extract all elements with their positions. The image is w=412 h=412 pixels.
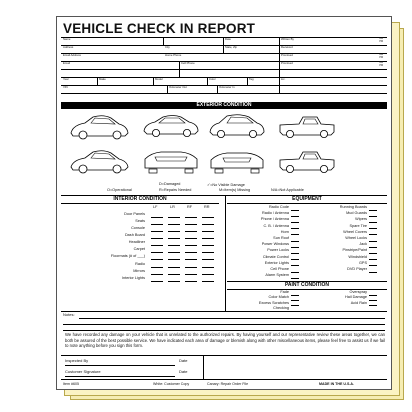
interior-check-line[interactable] <box>202 259 214 260</box>
interior-check-line[interactable] <box>151 224 163 225</box>
interior-check-line[interactable] <box>168 231 180 232</box>
notes-line-1[interactable] <box>79 318 385 319</box>
equipment-item-label: Alarm System <box>265 273 289 278</box>
car-bottom-center-diagram[interactable] <box>141 147 201 177</box>
interior-check-line[interactable] <box>185 231 197 232</box>
interior-check-line[interactable] <box>151 259 163 260</box>
home-phone-field[interactable]: Home Phone <box>165 53 182 57</box>
equipment-check-line[interactable] <box>291 210 299 211</box>
customer-signature-line[interactable] <box>65 376 175 377</box>
interior-item-label: Radio <box>135 262 145 266</box>
signature-top-rule <box>61 355 387 356</box>
equipment-item-label: Power Locks <box>267 248 289 253</box>
interior-check-line[interactable] <box>185 252 197 253</box>
equipment-item-label: GPS <box>358 260 367 265</box>
interior-check-line[interactable] <box>168 281 180 282</box>
model-field[interactable]: Model <box>155 77 163 81</box>
equipment-check-line[interactable] <box>291 234 299 235</box>
paint-condition-heading: PAINT CONDITION <box>227 281 387 290</box>
cell-phone-field[interactable]: Cell Phone <box>181 61 195 65</box>
interior-check-line[interactable] <box>168 252 180 253</box>
interior-check-line[interactable] <box>185 274 197 275</box>
interior-item-label: Carpet <box>133 247 145 251</box>
received-field[interactable]: Received <box>281 45 293 49</box>
legend-not-applicable: N/A=Not Applicable <box>271 188 304 192</box>
legend-items-missing: M=Item(s) Missing <box>219 188 251 192</box>
license-field[interactable]: Lic. <box>281 77 286 81</box>
state-zip-field[interactable]: State, Zip <box>225 45 237 49</box>
paint-check-line[interactable] <box>291 300 299 301</box>
paint-item-label: Hail Damage <box>345 295 367 300</box>
item-number: Item #605 <box>63 382 79 386</box>
equipment-item-label: Wheel Locks <box>345 236 367 240</box>
paint-item-label: Acid Rain <box>350 300 367 305</box>
equipment-item-label: Pinstripe/Paint <box>342 248 367 253</box>
equipment-check-line[interactable] <box>291 259 299 260</box>
interior-check-line[interactable] <box>185 259 197 260</box>
equipment-item-label: Spare Tire <box>349 223 367 228</box>
interior-check-line[interactable] <box>202 245 214 246</box>
car-top-right-diagram[interactable] <box>207 113 267 141</box>
interior-check-line[interactable] <box>202 252 214 253</box>
title-rule <box>61 37 387 38</box>
interior-check-line[interactable] <box>151 231 163 232</box>
equipment-check-line[interactable] <box>369 247 377 248</box>
interior-condition-heading: INTERIOR CONDITION <box>61 195 219 204</box>
equipment-item-label: Radio / Antenna <box>261 211 289 216</box>
car-top-center-diagram[interactable] <box>141 113 201 141</box>
equipment-heading: EQUIPMENT <box>227 195 387 204</box>
odometer-out-field[interactable]: Odometer Out <box>169 85 187 89</box>
interior-check-line[interactable] <box>151 267 163 268</box>
equipment-item-label: Horn <box>280 229 289 234</box>
paint-check-line[interactable] <box>291 295 299 296</box>
col-lr: LR <box>170 205 175 209</box>
interior-check-line[interactable] <box>202 274 214 275</box>
interior-check-line[interactable] <box>151 252 163 253</box>
interior-item-label: Floormats (# of ___) <box>110 254 145 258</box>
inspected-by-line[interactable] <box>65 365 175 366</box>
interior-check-line[interactable] <box>185 238 197 239</box>
interior-check-line[interactable] <box>168 259 180 260</box>
interior-check-line[interactable] <box>185 224 197 225</box>
white-copy-label: White: Customer Copy <box>153 382 190 386</box>
notes-line-3[interactable] <box>63 330 385 331</box>
interior-item-label: Console <box>131 226 145 230</box>
notes-label: Notes: <box>63 312 75 317</box>
canary-copy-label: Canary: Repair Order File <box>207 382 249 386</box>
interior-check-line[interactable] <box>168 217 180 218</box>
interior-item-label: Mirrors <box>133 269 145 273</box>
equipment-check-line[interactable] <box>291 241 299 242</box>
year-field[interactable]: Year <box>63 77 69 81</box>
interior-check-line[interactable] <box>202 238 214 239</box>
ampm-2: AM PM <box>379 53 383 59</box>
legend-operational: O=Operational <box>107 188 132 192</box>
paint-item-label: Color Match <box>268 295 289 300</box>
equipment-check-line[interactable] <box>369 272 377 273</box>
interior-check-line[interactable] <box>185 281 197 282</box>
paint-item-label: Checking <box>273 306 289 311</box>
interior-check-line[interactable] <box>168 245 180 246</box>
ampm-3: AM PM <box>379 61 383 67</box>
legend-repairs-needed: R=Repairs Needed <box>159 188 192 192</box>
equipment-item-label: Windshield <box>348 254 367 259</box>
column-divider <box>225 195 226 311</box>
equipment-item-label: Jack <box>359 242 367 247</box>
interior-check-line[interactable] <box>151 245 163 246</box>
col-rf: RF <box>187 205 193 209</box>
report-form-sheet <box>56 16 392 390</box>
equipment-item-label: DVD Player <box>347 267 367 271</box>
truck-bottom-diagram[interactable] <box>277 147 337 177</box>
date-label-2: Date <box>179 369 188 374</box>
paint-check-line[interactable] <box>369 295 377 296</box>
equipment-item-label: Mud Guards <box>346 211 367 216</box>
equipment-item-label: Climate Control <box>262 254 289 259</box>
car-bottom-left-diagram[interactable] <box>67 147 131 177</box>
interior-check-line[interactable] <box>168 274 180 275</box>
paint-check-line[interactable] <box>369 305 377 306</box>
footer-rule <box>61 379 387 380</box>
equipment-check-line[interactable] <box>369 265 377 266</box>
paint-check-line[interactable] <box>291 305 299 306</box>
city-field[interactable]: City <box>165 45 170 49</box>
equipment-check-line[interactable] <box>369 241 377 242</box>
equipment-check-line[interactable] <box>291 228 299 229</box>
equipment-item-label: Cell Phone <box>270 267 289 271</box>
interior-check-line[interactable] <box>202 267 214 268</box>
date-label-1: Date <box>179 358 188 363</box>
notes-line-2[interactable] <box>63 324 385 325</box>
equipment-check-line[interactable] <box>369 222 377 223</box>
equipment-check-line[interactable] <box>369 216 377 217</box>
interior-check-line[interactable] <box>151 217 163 218</box>
equipment-check-line[interactable] <box>369 234 377 235</box>
odometer-in-field[interactable]: Odometer In <box>219 85 235 89</box>
written-by-field[interactable]: Written By <box>281 37 294 41</box>
car-bottom-right-diagram[interactable] <box>207 147 267 177</box>
col-rr: RR <box>204 205 210 209</box>
disclaimer-text: We have recorded any damage on your vehicle that is unrelated to the authorized repairs. By having yourself and our representative review these areas together, we can both be assured of the best possible service. We have indicated each area of damage or blemish along with other miscellaneous items, please feel free to assist us if we fail to note anything before you sign this form. <box>65 332 385 349</box>
interior-check-line[interactable] <box>185 267 197 268</box>
equipment-check-line[interactable] <box>291 272 299 273</box>
interior-item-label: Dash Board <box>124 233 145 237</box>
equipment-check-line[interactable] <box>291 265 299 266</box>
equipment-check-line[interactable] <box>291 278 299 279</box>
interior-item-label: Door Panels <box>124 212 145 216</box>
tag-field[interactable]: Tag <box>249 77 254 81</box>
equipment-check-line[interactable] <box>291 222 299 223</box>
equipment-item-label: Wipers <box>355 217 367 222</box>
equipment-item-label: Sun Roof <box>273 236 289 240</box>
interior-item-label: Headliner <box>128 240 145 244</box>
interior-check-line[interactable] <box>202 281 214 282</box>
made-in-usa: MADE IN THE U.S.A. <box>319 382 354 386</box>
equipment-item-label: C. B. / Antenna <box>263 223 289 228</box>
equipment-check-line[interactable] <box>369 259 377 260</box>
equipment-item-label: Power Windows <box>261 242 289 247</box>
equipment-item-label: Phone / Antenna <box>260 217 289 222</box>
interior-check-line[interactable] <box>202 224 214 225</box>
address-field[interactable]: Address <box>63 45 74 49</box>
equipment-check-line[interactable] <box>291 253 299 254</box>
make-field[interactable]: Make <box>99 77 106 81</box>
equipment-item-label: Radio Code <box>268 205 289 209</box>
col-lf: LF <box>153 205 158 209</box>
equipment-item-label: Running Boards <box>339 205 367 209</box>
date-field[interactable]: Date <box>225 37 231 41</box>
interior-check-line[interactable] <box>185 217 197 218</box>
ampm-1: AM PM <box>379 37 383 43</box>
equipment-check-line[interactable] <box>369 210 377 211</box>
equipment-check-line[interactable] <box>369 253 377 254</box>
exterior-condition-heading: EXTERIOR CONDITION <box>61 102 387 109</box>
email-field[interactable]: Email <box>63 61 70 65</box>
interior-check-line[interactable] <box>151 281 163 282</box>
interior-check-line[interactable] <box>168 238 180 239</box>
email-address-field[interactable]: Email Address <box>63 53 81 57</box>
interior-check-line[interactable] <box>168 224 180 225</box>
car-top-left-diagram[interactable] <box>67 113 131 143</box>
interior-check-line[interactable] <box>151 274 163 275</box>
truck-top-diagram[interactable] <box>277 113 337 141</box>
name-field[interactable]: Name <box>63 37 71 41</box>
equipment-item-label: Exterior Lights <box>264 260 289 265</box>
interior-item-label: Seats <box>135 219 145 223</box>
equipment-check-line[interactable] <box>291 216 299 217</box>
interior-check-line[interactable] <box>168 267 180 268</box>
signature-divider <box>203 355 204 379</box>
inspected-by-label: Inspected By <box>65 358 89 363</box>
paint-item-label: Overspray <box>349 290 367 294</box>
interior-check-line[interactable] <box>151 238 163 239</box>
promised-field-2[interactable]: Promised <box>281 61 293 65</box>
equipment-check-line[interactable] <box>369 228 377 229</box>
customer-signature-label: Customer Signature <box>65 369 101 374</box>
interior-check-line[interactable] <box>202 217 214 218</box>
paint-item-label: Fade <box>280 290 289 294</box>
color-field[interactable]: Color <box>209 77 216 81</box>
form-title: VEHICLE CHECK IN REPORT <box>63 21 256 36</box>
legend-no-visible-damage: ✓=No Visible Damage <box>207 183 245 187</box>
interior-check-line[interactable] <box>202 231 214 232</box>
interior-check-line[interactable] <box>185 245 197 246</box>
notes-top-rule <box>61 311 387 312</box>
interior-item-label: Interior Lights <box>121 276 145 280</box>
legend-damaged: D=Damaged <box>159 182 181 186</box>
paint-check-line[interactable] <box>369 300 377 301</box>
promised-field[interactable]: Promised <box>281 53 293 57</box>
equipment-check-line[interactable] <box>291 247 299 248</box>
paint-item-label: Excess Scratches <box>258 300 289 305</box>
vin-field[interactable]: VIN <box>63 85 68 89</box>
equipment-item-label: Wheel Covers <box>343 229 367 234</box>
